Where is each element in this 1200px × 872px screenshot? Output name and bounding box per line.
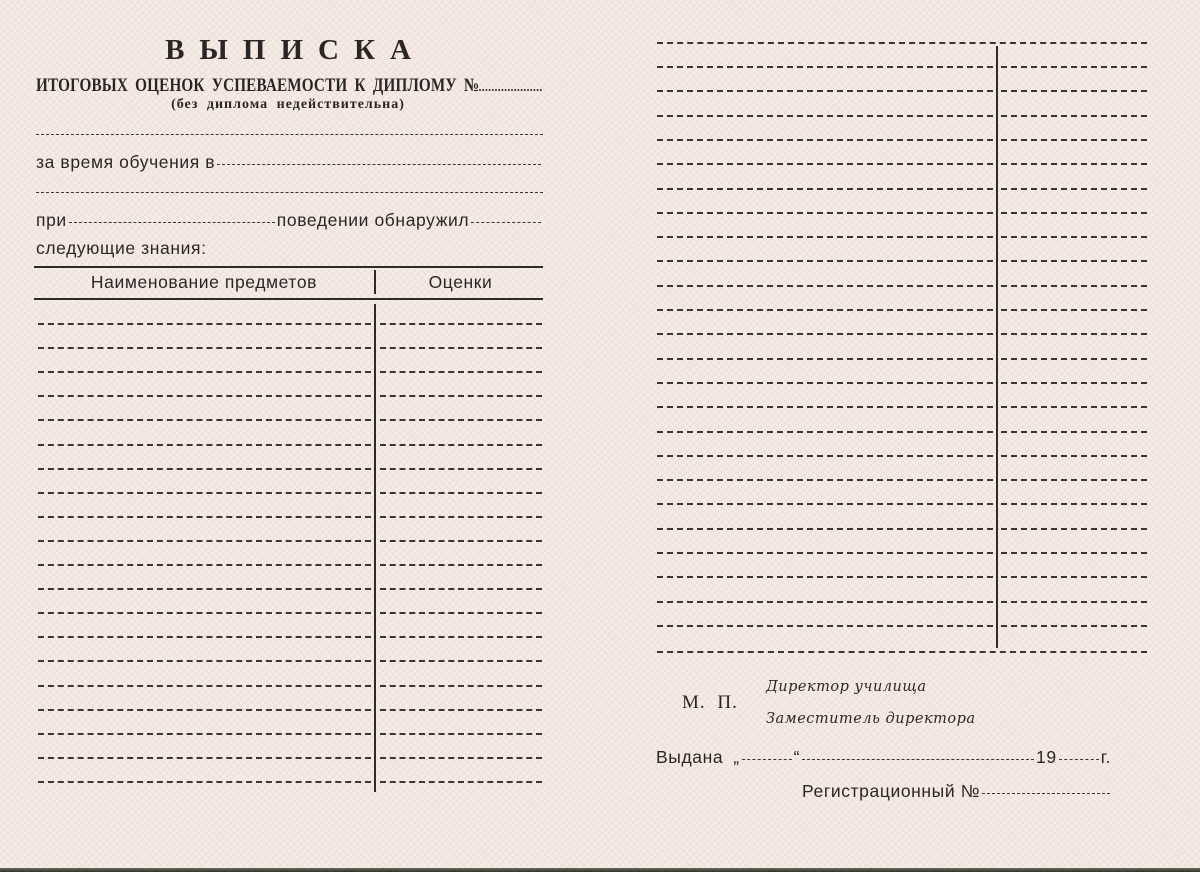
subject-cell[interactable]: [657, 358, 993, 360]
grade-cell[interactable]: [380, 444, 542, 446]
subject-cell[interactable]: [657, 90, 993, 92]
behavior-row: [36, 210, 543, 231]
grade-cell[interactable]: [1001, 358, 1147, 360]
subject-cell[interactable]: [657, 552, 993, 554]
grade-cell[interactable]: [380, 757, 542, 759]
right-page: [596, 0, 1200, 868]
grade-cell[interactable]: [380, 733, 542, 735]
grade-cell[interactable]: [380, 492, 542, 494]
subject-cell[interactable]: [657, 236, 993, 238]
subject-cell[interactable]: [38, 371, 371, 373]
subject-cell[interactable]: [38, 564, 371, 566]
grade-cell[interactable]: [380, 347, 542, 349]
subject-cell[interactable]: [657, 212, 993, 214]
grade-cell[interactable]: [1001, 188, 1147, 190]
document-title: ВЫПИСКА: [165, 34, 426, 66]
subject-cell[interactable]: [38, 444, 371, 446]
subject-cell[interactable]: [38, 636, 371, 638]
subject-cell[interactable]: [657, 260, 993, 262]
grade-cell[interactable]: [380, 540, 542, 542]
behavior-field[interactable]: [69, 222, 275, 223]
subject-cell[interactable]: [38, 540, 371, 542]
issued-year-field[interactable]: [1059, 759, 1099, 760]
subject-cell[interactable]: [657, 625, 993, 627]
subject-cell[interactable]: [38, 323, 371, 325]
knowledge-label: следующие знания:: [36, 238, 207, 258]
grade-cell[interactable]: [1001, 431, 1147, 433]
registration-number-field[interactable]: [982, 793, 1110, 794]
issued-date-row: [656, 747, 1111, 768]
grade-cell[interactable]: [1001, 406, 1147, 408]
grade-cell[interactable]: [380, 516, 542, 518]
registration-label: Регистрационный №: [802, 781, 981, 801]
page-bottom-edge: [0, 868, 1200, 872]
table-column-divider: [374, 304, 376, 792]
subject-cell[interactable]: [38, 757, 371, 759]
grade-cell[interactable]: [380, 419, 542, 421]
grade-cell[interactable]: [1001, 479, 1147, 481]
grade-cell[interactable]: [380, 612, 542, 614]
subject-cell[interactable]: [38, 685, 371, 687]
study-label: за время обучения в: [36, 152, 216, 172]
validity-note: (без диплома недействительна): [171, 97, 405, 112]
open-quote: „: [733, 747, 740, 767]
subject-cell[interactable]: [657, 576, 993, 578]
subject-cell[interactable]: [38, 419, 371, 421]
grade-cell[interactable]: [1001, 576, 1147, 578]
subject-cell[interactable]: [657, 382, 993, 384]
grade-cell[interactable]: [380, 660, 542, 662]
subject-cell[interactable]: [657, 139, 993, 141]
grade-cell[interactable]: [380, 781, 542, 783]
study-place-field-line2[interactable]: [36, 192, 543, 193]
grade-cell[interactable]: [1001, 503, 1147, 505]
study-place-row: [36, 152, 543, 173]
grade-cell[interactable]: [1001, 260, 1147, 262]
grade-cell[interactable]: [380, 685, 542, 687]
table-column-divider: [996, 46, 998, 648]
study-place-field[interactable]: [217, 164, 541, 165]
grade-cell[interactable]: [1001, 66, 1147, 68]
subject-cell[interactable]: [38, 733, 371, 735]
subject-cell[interactable]: [38, 468, 371, 470]
left-page: [0, 0, 596, 868]
registration-row: [802, 781, 1112, 802]
subject-cell[interactable]: [38, 395, 371, 397]
grade-cell[interactable]: [1001, 382, 1147, 384]
subject-cell[interactable]: [38, 709, 371, 711]
subject-cell[interactable]: [657, 163, 993, 165]
column-header-grade: Оценки: [428, 272, 493, 292]
director-signature-label: Директор училища: [766, 679, 927, 695]
subject-cell[interactable]: [657, 503, 993, 505]
grade-cell[interactable]: [380, 709, 542, 711]
subject-cell[interactable]: [657, 188, 993, 190]
table-header-rule: [34, 298, 543, 300]
table-top-line[interactable]: [657, 42, 1147, 44]
behavior-prefix: при: [36, 210, 67, 230]
deputy-signature-label: Заместитель директора: [766, 711, 976, 727]
grade-cell[interactable]: [380, 636, 542, 638]
subject-cell[interactable]: [38, 612, 371, 614]
grade-cell[interactable]: [1001, 309, 1147, 311]
student-name-field[interactable]: [36, 134, 543, 135]
grade-cell[interactable]: [1001, 139, 1147, 141]
table-header-divider: [374, 270, 376, 294]
subject-cell[interactable]: [38, 781, 371, 783]
close-quote: “: [793, 747, 801, 767]
grade-cell[interactable]: [380, 323, 542, 325]
subject-cell[interactable]: [657, 115, 993, 117]
behavior-suffix-field[interactable]: [471, 222, 541, 223]
subject-cell[interactable]: [657, 285, 993, 287]
subject-cell[interactable]: [657, 601, 993, 603]
behavior-suffix: поведении обнаружил: [276, 210, 470, 230]
subject-cell[interactable]: [38, 660, 371, 662]
grade-cell[interactable]: [1001, 163, 1147, 165]
grade-cell[interactable]: [380, 468, 542, 470]
grade-cell[interactable]: [1001, 115, 1147, 117]
subject-cell[interactable]: [38, 588, 371, 590]
issued-day-field[interactable]: [742, 759, 792, 760]
grade-cell[interactable]: [1001, 236, 1147, 238]
subject-cell[interactable]: [657, 431, 993, 433]
issued-label: Выдана: [656, 747, 724, 767]
grade-cell[interactable]: [380, 371, 542, 373]
subject-cell[interactable]: [657, 333, 993, 335]
subject-cell[interactable]: [657, 66, 993, 68]
table-bottom-line[interactable]: [657, 651, 1147, 653]
subject-cell[interactable]: [657, 309, 993, 311]
diploma-number-field[interactable]: [479, 89, 541, 91]
subject-cell[interactable]: [38, 492, 371, 494]
issued-century: 19: [1036, 747, 1057, 767]
grade-cell[interactable]: [1001, 90, 1147, 92]
grade-cell[interactable]: [1001, 552, 1147, 554]
grade-cell[interactable]: [1001, 333, 1147, 335]
grade-cell[interactable]: [380, 395, 542, 397]
subject-cell[interactable]: [657, 479, 993, 481]
grade-cell[interactable]: [380, 588, 542, 590]
grade-cell[interactable]: [1001, 601, 1147, 603]
subject-cell[interactable]: [657, 528, 993, 530]
grade-cell[interactable]: [1001, 528, 1147, 530]
subtitle-text: ИТОГОВЫХ ОЦЕНОК УСПЕВАЕМОСТИ К ДИПЛОМУ №: [36, 75, 480, 96]
grade-cell[interactable]: [1001, 625, 1147, 627]
subject-cell[interactable]: [38, 516, 371, 518]
column-header-subject: Наименование предметов: [90, 272, 318, 292]
subject-cell[interactable]: [657, 455, 993, 457]
document-subtitle: [36, 75, 542, 97]
issued-month-field[interactable]: [802, 759, 1034, 760]
stamp-placeholder: М. П.: [682, 692, 738, 713]
subject-cell[interactable]: [657, 406, 993, 408]
year-suffix: г.: [1100, 747, 1111, 767]
grade-cell[interactable]: [380, 564, 542, 566]
grade-cell[interactable]: [1001, 285, 1147, 287]
grade-cell[interactable]: [1001, 455, 1147, 457]
table-top-rule: [34, 266, 543, 268]
subject-cell[interactable]: [38, 347, 371, 349]
grade-cell[interactable]: [1001, 212, 1147, 214]
